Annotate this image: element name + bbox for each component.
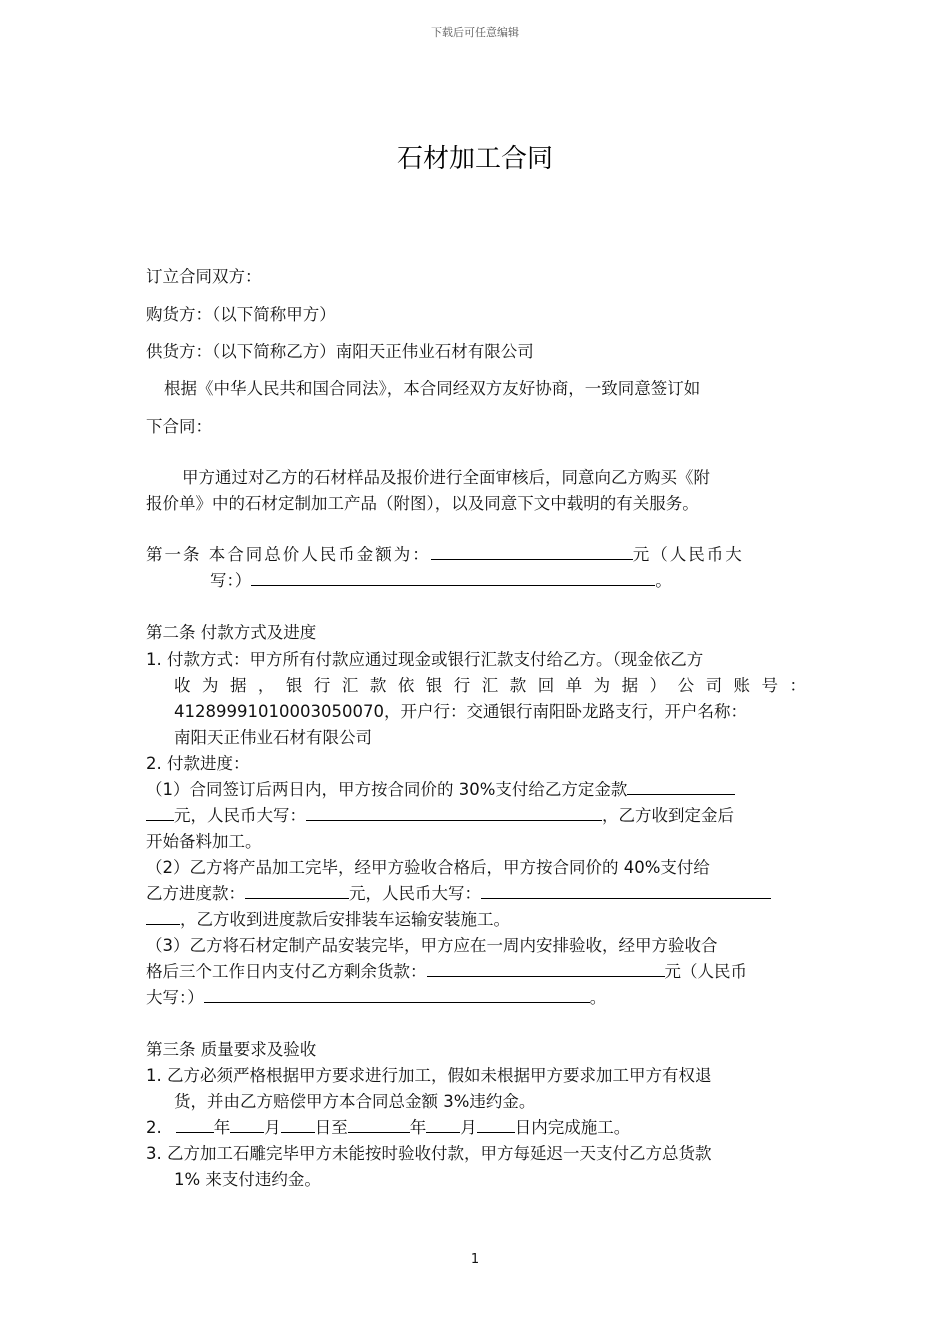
- end-year-blank: [348, 1115, 410, 1133]
- article-2-title: 第二条 付款方式及进度: [146, 623, 317, 642]
- payment-1-line-3: 开始备料加工。: [146, 832, 262, 851]
- intro-line-1: 甲方通过对乙方的石材样品及报价进行全面审核后，同意向乙方购买《附: [182, 468, 710, 487]
- progress-words-blank-cont: [146, 907, 180, 925]
- payment-3-line-3: 大写：） 。: [146, 985, 806, 1011]
- deposit-blank-cont: [146, 803, 174, 821]
- balance-blank: [427, 959, 665, 977]
- article-3-item-2: 2. 年 月 日至 年 月 日内完成施工。: [146, 1115, 806, 1141]
- end-day-blank: [477, 1115, 515, 1133]
- article-3-title: 第三条 质量要求及验收: [146, 1040, 317, 1059]
- article-3-item-1-line-2: 货，并由乙方赔偿甲方本合同总金额 3%违约金。: [174, 1092, 536, 1111]
- total-amount-blank: [431, 542, 633, 560]
- payment-2-line-2: 乙方进度款： 元，人民币大写：: [146, 881, 806, 907]
- article-1-line-2: 写：） 。: [146, 568, 806, 594]
- start-year-blank: [176, 1115, 214, 1133]
- payment-2-line-3: ，乙方收到进度款后安排装车运输安装施工。: [146, 907, 806, 933]
- payment-1-line-2: 元，人民币大写： ，乙方收到定金后: [146, 803, 806, 829]
- parties-heading: 订立合同双方：: [146, 267, 262, 286]
- page-number: 1: [470, 1252, 480, 1267]
- deposit-words-blank: [306, 803, 602, 821]
- start-day-blank: [281, 1115, 315, 1133]
- payment-3-line-2: 格后三个工作日内支付乙方剩余货款： 元（人民币: [146, 959, 806, 985]
- start-month-blank: [230, 1115, 264, 1133]
- deposit-blank: [627, 777, 735, 795]
- article-3-item-1-line-1: 1. 乙方必须严格根据甲方要求进行加工，假如未根据甲方要求加工甲方有权退: [146, 1066, 712, 1085]
- end-month-blank: [426, 1115, 460, 1133]
- article-2-item-1-line-1: 1. 付款方式：甲方所有付款应通过现金或银行汇款支付给乙方。（现金依乙方: [146, 650, 704, 669]
- progress-payment-blank: [245, 881, 349, 899]
- buyer-line: 购货方：（以下简称甲方）: [146, 305, 336, 324]
- article-3-item-3-line-1: 3. 乙方加工石雕完毕甲方未能按时验收付款，甲方每延迟一天支付乙方总货款: [146, 1144, 712, 1163]
- article-1-line-1: 第一条 本合同总价人民币金额为： 元（人民币大: [146, 542, 806, 568]
- total-amount-words-blank: [251, 568, 655, 586]
- article-2-item-2: 2. 付款进度：: [146, 754, 250, 773]
- payment-2-line-1: （2）乙方将产品加工完毕，经甲方验收合格后，甲方按合同价的 40%支付给: [146, 858, 710, 877]
- supplier-line: 供货方：（以下简称乙方）南阳天正伟业石材有限公司: [146, 342, 534, 361]
- article-2-item-1-line-4: 南阳天正伟业石材有限公司: [174, 728, 372, 747]
- preamble-line-2: 下合同：: [146, 417, 212, 436]
- document-title: 石材加工合同: [396, 144, 553, 174]
- preamble-line-1: 根据《中华人民共和国合同法》，本合同经双方友好协商，一致同意签订如: [164, 379, 701, 398]
- header-note: 下载后可任意编辑: [431, 26, 519, 39]
- payment-3-line-1: （3）乙方将石材定制产品安装完毕，甲方应在一周内安排验收，经甲方验收合: [146, 936, 718, 955]
- payment-1-line-1: （1）合同签订后两日内，甲方按合同价的 30%支付给乙方定金款: [146, 777, 806, 803]
- article-2-item-1-line-3: 41289991010003050070，开户行：交通银行南阳卧龙路支行，开户名称：: [174, 702, 747, 721]
- progress-words-blank: [481, 881, 771, 899]
- article-3-item-3-line-2: 1% 来支付违约金。: [174, 1170, 321, 1189]
- article-2-item-1-line-2: 收 为 据 ， 银 行 汇 款 依 银 行 汇 款 回 单 为 据 ） 公 司 账 号 ：: [174, 676, 806, 695]
- intro-line-2: 报价单》中的石材定制加工产品（附图），以及同意下文中载明的有关服务。: [146, 494, 699, 513]
- balance-words-blank: [204, 985, 590, 1003]
